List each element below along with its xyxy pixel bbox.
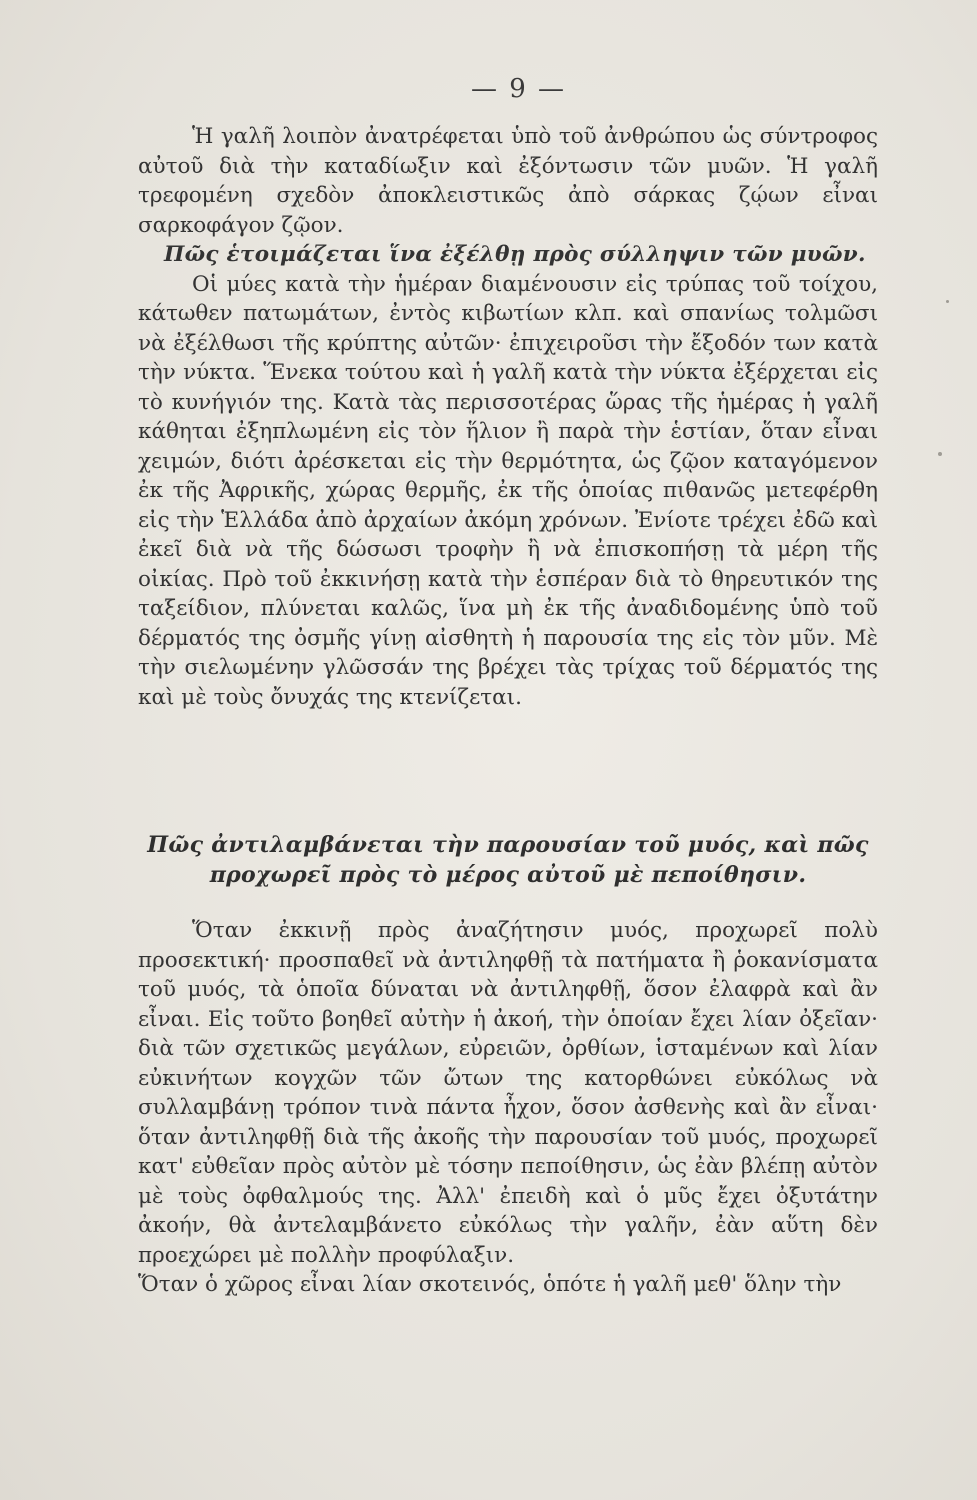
section-heading-line-2: προχωρεῖ πρὸς τὸ μέρος αὐτοῦ μὲ πεποίθησιν. (209, 862, 807, 888)
paragraph-hearing: Ὅταν ἐκκινῇ πρὸς ἀναζήτησιν μυός, προχωρεῖ πολὺ προσεκτική· προσπαθεῖ νὰ ἀντιληφθῇ τὰ πατήματα ἢ ῥοκανίσματα τοῦ μυός, τὰ ὁποῖα δύναται νὰ ἀντιληφθῇ, ὅσον ἐλαφρὰ καὶ ἂν εἶναι. Εἰς τοῦτο βοηθεῖ αὐτὴν ἡ ἀκοή, τὴν ὁποίαν ἔχει λίαν ὀξεῖαν· διὰ τῶν σχετικῶς μεγάλων, εὐρειῶν, ὀρθίων, ἱσταμένων καὶ λίαν εὐκινήτων κογχῶν τῶν ὤτων της κατορθώνει εὐκόλως νὰ συλλαμβάνῃ τρόπον τινὰ πάντα ἦχον, ὅσον ἀσθενὴς καὶ ἂν εἶναι· ὅταν ἀντιληφθῇ διὰ τῆς ἀκοῆς τὴν παρουσίαν τοῦ μυός, προχωρεῖ κατ' εὐθεῖαν πρὸς αὐτὸν μὲ τόσην πεποίθησιν, ὡς ἐὰν βλέπῃ αὐτὸν μὲ τοὺς ὀφθαλμούς της. Ἀλλ' ἐπειδὴ καὶ ὁ μῦς ἔχει ὀξυτάτην ἀκοήν, θὰ ἀντελαμβάνετο εὐκόλως τὴν γαλῆν, ἐὰν αὕτη δὲν προεχώρει μὲ πολλὴν προφύλαξιν. (138, 918, 878, 1268)
print-speck (938, 452, 942, 456)
section-heading (138, 830, 878, 890)
paragraph-mice-habits: Οἱ μύες κατὰ τὴν ἡμέραν διαμένουσιν εἰς τρύπας τοῦ τοίχου, κάτωθεν πατωμάτων, ἐντὸς κιβωτίων κλπ. καὶ σπανίως τολμῶσι νὰ ἐξέλθωσι τῆς κρύπτης αὐτῶν· ἐπιχειροῦσι τὴν ἔξοδόν των κατὰ τὴν νύκτα. Ἕνεκα τούτου καὶ ἡ γαλῆ κατὰ τὴν νύκτα ἐξέρχεται εἰς τὸ κυνήγιόν της. Κατὰ τὰς περισσοτέρας ὥρας τῆς ἡμέρας ἡ γαλῆ κάθηται ἐξηπλωμένη εἰς τὸν ἥλιον ἢ παρὰ τὴν ἑστίαν, ὅταν εἶναι χειμών, διότι ἀρέσκεται εἰς τὴν θερμότητα, ὡς ζῷον καταγόμενον ἐκ τῆς Ἀφρικῆς, χώρας θερμῆς, ἐκ τῆς ὁποίας πιθανῶς μετεφέρθη εἰς τὴν Ἑλλάδα ἀπὸ ἀρχαίων ἀκόμη χρόνων. Ἐνίοτε τρέχει ἐδῶ καὶ ἐκεῖ διὰ νὰ τῆς δώσωσι τροφὴν ἢ νὰ ἐπισκοπήσῃ τὰ μέρη τῆς οἰκίας. Πρὸ τοῦ ἐκκινήσῃ κατὰ τὴν ἑσπέραν διὰ τὸ θηρευτικόν της ταξείδιον, πλύνεται καλῶς, ἵνα μὴ ἐκ τῆς ἀναδιδομένης ὑπὸ τοῦ δέρματός της ὀσμῆς γίνῃ αἰσθητὴ ἡ παρουσία της εἰς τὸν μῦν. Μὲ τὴν σιελωμένην γλῶσσάν της βρέχει τὰς τρίχας τοῦ δέρματός της καὶ μὲ τοὺς ὄνυχάς της κτενίζεται. (138, 271, 878, 710)
print-speck (946, 300, 949, 303)
section-heading-line-1: Πῶς ἀντιλαμβάνεται τὴν παρουσίαν τοῦ μυός, καὶ πῶς (147, 832, 869, 858)
inline-subheading: Πῶς ἑτοιμάζεται ἵνα ἐξέλθῃ πρὸς σύλληψιν τῶν μυῶν. (164, 242, 866, 267)
paragraph-darkness: Ὅταν ὁ χῶρος εἶναι λίαν σκοτεινός, ὁπότε ἡ γαλῆ μεθ' ὅλην τὴν (138, 1272, 842, 1297)
page-number: — 9 — (470, 74, 567, 104)
text-block-lower (138, 916, 878, 1300)
text-block-upper (138, 122, 878, 712)
paragraph-intro: Ἡ γαλῆ λοιπὸν ἀνατρέφεται ὑπὸ τοῦ ἀνθρώπου ὡς σύντροφος αὐτοῦ διὰ τὴν καταδίωξιν καὶ ἐξόντωσιν τῶν μυῶν. Ἡ γαλῆ τρεφομένη σχεδὸν ἀποκλειστικῶς ἀπὸ σάρκας ζῴων εἶναι σαρκοφάγον ζῷον. (138, 124, 878, 238)
